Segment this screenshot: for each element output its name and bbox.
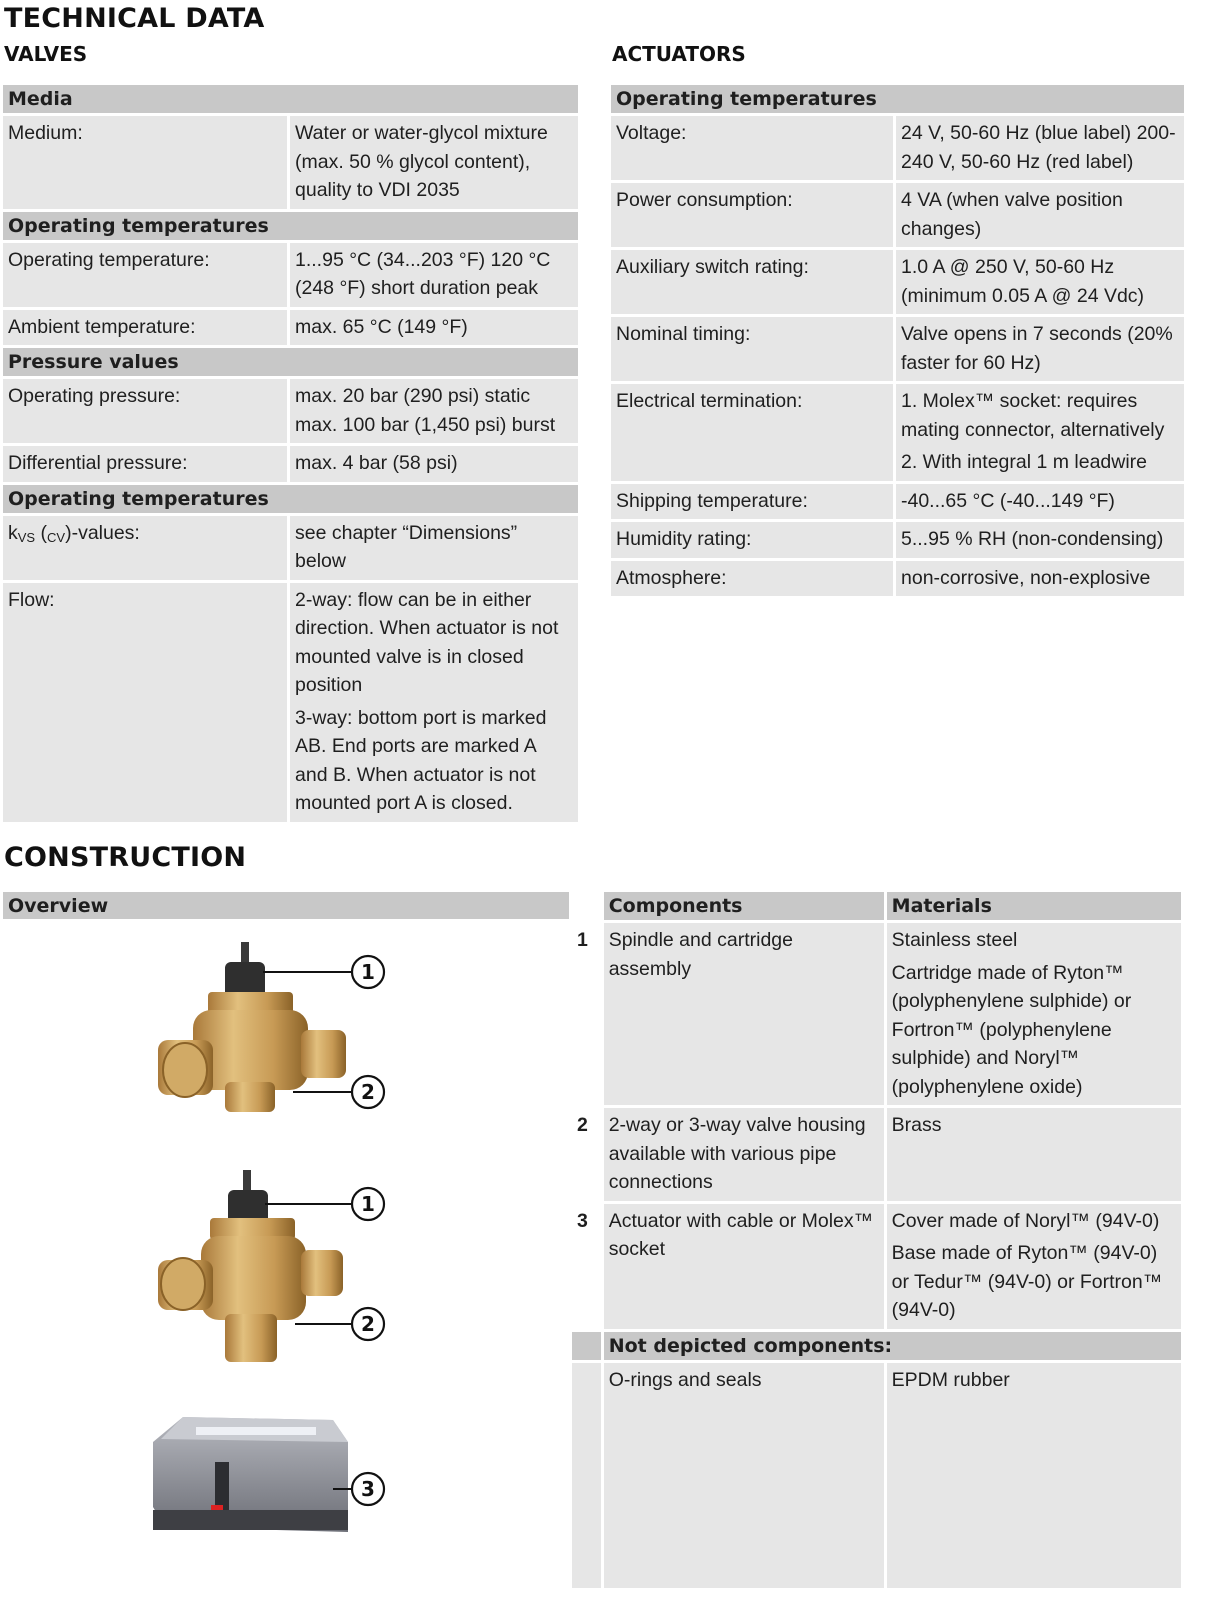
table-row <box>3 379 578 443</box>
component-name: Spindle and cartridge assembly <box>604 923 884 1105</box>
svg-text:2: 2 <box>361 1080 375 1104</box>
overview-image-panel <box>3 922 569 1560</box>
row-label: Power consumption: <box>611 183 893 247</box>
row-label: Voltage: <box>611 116 893 180</box>
callout-2a <box>352 1076 384 1108</box>
material-line: Stainless steel <box>891 929 1018 951</box>
material-line: Cartridge made of Ryton™ (polyphenylene sulphide) or Fortron™ (polyphenylene sulphide) and Noryl™ (polyphenylene oxide) <box>891 961 1132 1098</box>
valves-section-header: Operating temperatures <box>3 212 578 240</box>
actuators-section-header: Operating temperatures <box>611 85 1184 113</box>
callout-1a <box>352 956 384 988</box>
table-row <box>611 384 1184 481</box>
table-row <box>3 243 578 307</box>
row-label: Differential pressure: <box>3 446 287 482</box>
material-line: Cover made of Noryl™ (94V-0) <box>891 1209 1160 1232</box>
not-depicted-header: Not depicted components: <box>604 1332 1181 1360</box>
row-value: 24 V, 50-60 Hz (blue label) 200-240 V, 50-60 Hz (red label) <box>896 116 1184 180</box>
num-header-blank <box>572 892 601 920</box>
row-label: Operating temperature: <box>3 243 287 307</box>
row-label: Medium: <box>3 116 287 209</box>
component-materials <box>887 923 1181 1105</box>
table-row <box>611 484 1184 520</box>
component-name: 2-way or 3-way valve housing available with various pipe connections <box>604 1108 884 1201</box>
row-value: -40...65 °C (-40...149 °F) <box>896 484 1184 520</box>
row-value: Water or water-glycol mixture (max. 50 % glycol content), quality to VDI 2035 <box>290 116 578 209</box>
valve-illustrations <box>3 922 569 1560</box>
callout-3 <box>352 1473 384 1505</box>
item-number: 1 <box>572 923 601 1105</box>
table-row <box>572 1204 1181 1329</box>
row-value: 1...95 °C (34...203 °F) 120 °C (248 °F) short duration peak <box>290 243 578 307</box>
valve-2way-image <box>158 1170 343 1362</box>
row-value: 5...95 % RH (non-condensing) <box>896 522 1184 558</box>
components-header: Components <box>604 892 884 920</box>
item-number: 2 <box>572 1108 601 1201</box>
not-depicted-material: EPDM rubber <box>887 1363 1181 1588</box>
row-label: Ambient temperature: <box>3 310 287 346</box>
table-row <box>611 250 1184 314</box>
valves-section-header: Operating temperatures <box>3 485 578 513</box>
valves-heading: VALVES <box>4 42 88 66</box>
flow-2way-text: 2-way: flow can be in either direction. When actuator is not mounted valve is in closed position <box>295 588 559 696</box>
row-value: max. 4 bar (58 psi) <box>290 446 578 482</box>
valves-section-header: Media <box>3 85 578 113</box>
row-label: Electrical termination: <box>611 384 893 481</box>
valves-table <box>0 82 581 825</box>
row-value <box>290 583 578 822</box>
callout-1b <box>352 1188 384 1220</box>
material-line: Base made of Ryton™ (94V-0) or Tedur™ (94V-0) or Fortron™ (94V-0) <box>891 1242 1163 1321</box>
not-depicted-num-cell <box>572 1332 601 1360</box>
table-row <box>3 583 578 822</box>
table-row <box>572 923 1181 1105</box>
table-row <box>611 183 1184 247</box>
component-materials <box>887 1204 1181 1329</box>
item-number: 3 <box>572 1204 601 1329</box>
callout-2b <box>352 1308 384 1340</box>
row-label: Operating pressure: <box>3 379 287 443</box>
row-label: Flow: <box>3 583 287 822</box>
row-label: Humidity rating: <box>611 522 893 558</box>
table-row <box>3 310 578 346</box>
valve-3way-image <box>158 942 346 1112</box>
row-value <box>896 384 1184 481</box>
row-label: Auxiliary switch rating: <box>611 250 893 314</box>
actuators-table <box>608 82 1187 599</box>
svg-text:1: 1 <box>361 960 375 984</box>
table-row <box>611 317 1184 381</box>
row-value: Valve opens in 7 seconds (20% faster for 60 Hz) <box>896 317 1184 381</box>
svg-text:3: 3 <box>361 1477 375 1501</box>
actuators-heading: ACTUATORS <box>612 42 746 66</box>
actuator-image <box>153 1417 348 1532</box>
not-depicted-component: O-rings and seals <box>604 1363 884 1588</box>
flow-3way-text: 3-way: bottom port is marked AB. End ports are marked A and B. When actuator is not mounted port A is closed. <box>295 706 547 814</box>
overview-label: Overview <box>8 895 109 917</box>
table-row <box>3 516 578 580</box>
table-row <box>611 522 1184 558</box>
table-row <box>3 446 578 482</box>
svg-text:2: 2 <box>361 1312 375 1336</box>
row-label: Nominal timing: <box>611 317 893 381</box>
table-row <box>611 116 1184 180</box>
valves-section-header: Pressure values <box>3 348 578 376</box>
svg-text:1: 1 <box>361 1192 375 1216</box>
row-label: $k_{VS}$ $(_{CV})$-values: <box>3 516 287 580</box>
table-row <box>572 1363 1181 1588</box>
not-depicted-num-cell <box>572 1363 601 1588</box>
row-value: max. 65 °C (149 °F) <box>290 310 578 346</box>
row-label: Shipping temperature: <box>611 484 893 520</box>
termination-line-2: 2. With integral 1 m leadwire <box>901 451 1148 473</box>
table-row <box>572 1108 1181 1201</box>
table-row <box>611 561 1184 597</box>
components-table <box>569 889 1184 1591</box>
materials-header: Materials <box>887 892 1181 920</box>
row-value: max. 20 bar (290 psi) static max. 100 bar (1,450 psi) burst <box>290 379 578 443</box>
row-label: Atmosphere: <box>611 561 893 597</box>
row-value: non-corrosive, non-explosive <box>896 561 1184 597</box>
row-value: 4 VA (when valve position changes) <box>896 183 1184 247</box>
row-value: 1.0 A @ 250 V, 50-60 Hz (minimum 0.05 A @ 24 Vdc) <box>896 250 1184 314</box>
termination-line-1: 1. Molex™ socket: requires mating connector, alternatively <box>901 390 1165 441</box>
component-name: Actuator with cable or Molex™ socket <box>604 1204 884 1329</box>
row-value: see chapter “Dimensions” below <box>290 516 578 580</box>
component-materials <box>887 1108 1181 1201</box>
page-title: TECHNICAL DATA <box>4 3 265 34</box>
material-line: Brass <box>891 1114 942 1136</box>
construction-heading: CONSTRUCTION <box>4 842 247 873</box>
table-row <box>3 116 578 209</box>
overview-header <box>3 892 569 919</box>
